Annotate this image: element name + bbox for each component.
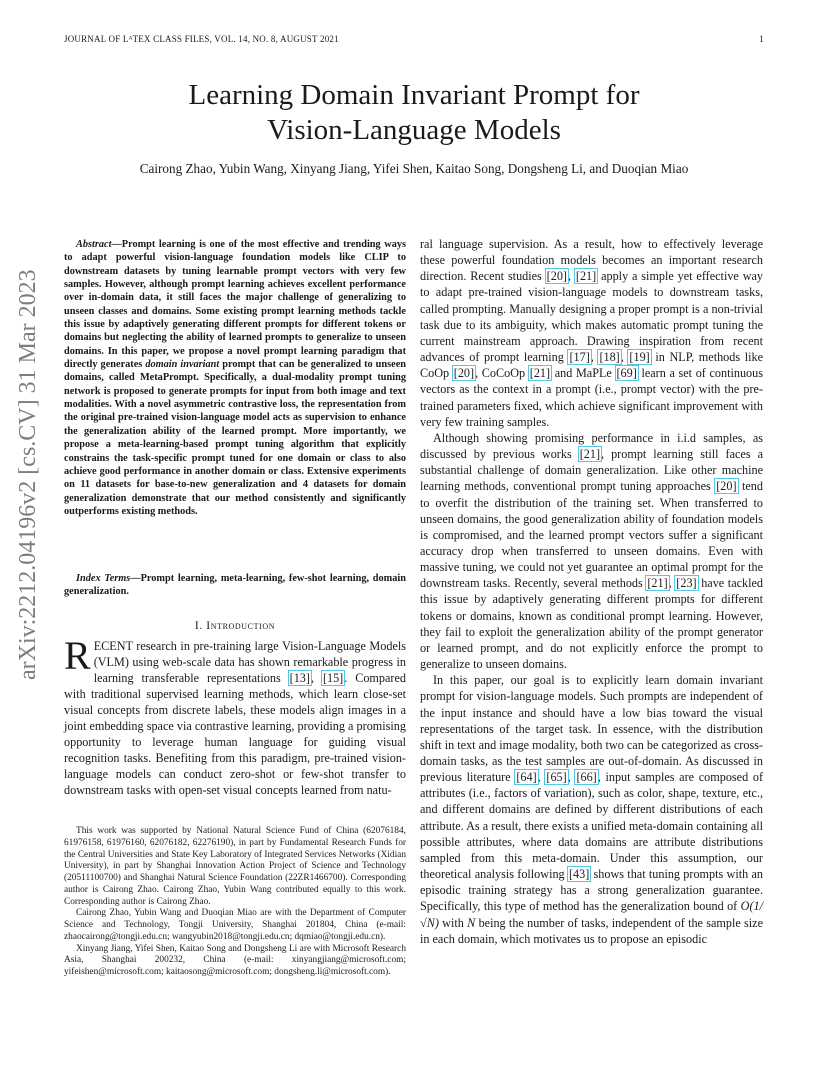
body-text: learn a set of continuous vectors as the context in a prompt (i.e., prompt vector) with the pre-trained parameters fixed, which achieve significant improvement with very few training samples. — [420, 366, 763, 429]
footnote-affiliation-microsoft: Xinyang Jiang, Yifei Shen, Kaitao Song and Dongsheng Li are with Microsoft Research Asia, Shanghai 200232, China (e-mail: xinyangjiang@microsoft.com; yifeishen@microsoft.com; kaitaosong@microsoft.com; dongsheng.li@microsoft.com). — [64, 943, 406, 977]
citation-link[interactable]: [19] — [629, 350, 650, 365]
citation-link[interactable]: [17] — [569, 350, 590, 365]
body-text: , prompt learning still faces a substantial challenge of domain generalization. Like other machine learning methods, conventional prompt tuning approaches — [420, 447, 763, 494]
running-header — [64, 34, 764, 44]
abstract — [64, 238, 406, 518]
abstract-label: Abstract — [76, 239, 112, 250]
citation-link[interactable]: [43] — [568, 867, 590, 882]
author-list: Cairong Zhao, Yubin Wang, Xinyang Jiang, Yifei Shen, Kaitao Song, Dongsheng Li, and Duoqian Miao — [139, 161, 689, 176]
math-text: ) — [434, 915, 439, 930]
citation-separator: , — [590, 350, 599, 365]
footnote-funding: This work was supported by National Natural Science Fund of China (62076184, 61976158, 61976160, 62076182, 62276190), in part by Fundamental Research Funds for the Central Universities and State Key Laboratory of Integrated Services Networks (Xidian University), in part by Shanghai Innovation Action Project of Science and Technology (20511100700) and Shanghai Natural Science Foundation (22ZR1466700). Corresponding author is Cairong Zhao. Cairong Zhao, Yubin Wang contributed equally to this work. Corresponding author is Cairong Zhao. — [64, 826, 406, 907]
body-text: Although showing promising performance in i.i.d samples, as discussed by previous works — [420, 430, 763, 462]
footnotes — [64, 826, 406, 979]
citation-link[interactable]: [64] — [516, 770, 537, 785]
citation-link[interactable]: [21] — [575, 269, 597, 284]
citation-link[interactable]: [15] — [322, 671, 344, 686]
paper-title — [60, 78, 768, 148]
introduction-paragraph — [64, 633, 406, 798]
citation-link[interactable]: [20] — [453, 366, 475, 381]
body-paragraph — [420, 236, 763, 430]
citation-separator: , — [567, 770, 576, 785]
drop-cap: R — [64, 633, 91, 678]
body-text: have tackled this issue by adaptively generating different prompts for different tokens or domains, known as conditional prompt learning. However, they fail to exploit the generalization ability of the prompt generator or learned prompt, and do not explicitly enforce the prompt to generalize to unseen domains. — [420, 576, 763, 672]
math-sqrt: √N — [420, 915, 435, 930]
citation-link[interactable]: [13] — [289, 671, 310, 686]
index-terms-text: —Prompt learning, meta-learning, few-shot learning, domain generalization. — [64, 573, 406, 598]
citation-link[interactable]: [66] — [576, 770, 597, 785]
citation-link[interactable]: [21] — [647, 576, 668, 591]
section-title: Introduction — [206, 620, 276, 632]
citation-link[interactable]: [20] — [716, 479, 737, 494]
abstract-text-2: prompt that can be generalized to unseen domains, called MetaPrompt. Specifically, a dual-modality prompt tuning network is proposed to generate prompts for input from both image and text modalities. With a novel asymmetric contrastive loss, the representation from the original pre-trained vision-language model acts as supervision to enhance the generalization ability of the learned prompt. More importantly, we propose a meta-learning-based prompt tuning algorithm that explicitly constrains the task-specific prompt tuned for one domain or class to also achieve good performance in another domain or class. Extensive experiments on 11 datasets for base-to-new generalization and 4 datasets for domain generalization demonstrate that our method consistently and significantly outperforms existing methods. — [64, 359, 407, 517]
citation-link[interactable]: [21] — [579, 447, 601, 462]
body-text: , input samples are composed of attributes (i.e., factors of variation), such as color, shape, texture, etc., and different domains are defined by different distributions of each attribute. As a result, there exists a unified meta-domain containing all possible attributes, where data domains are attribute distributions sampled from this meta-domain. Under this assumption, our theoretical analysis following — [420, 770, 763, 882]
citation-link[interactable]: [69] — [616, 366, 637, 381]
math-text: O(1/ — [740, 899, 763, 914]
citation-separator: , — [567, 269, 575, 284]
citation-separator: , — [620, 350, 629, 365]
section-heading — [64, 620, 406, 632]
citation-separator: , — [537, 770, 546, 785]
body-text: ral language supervision. As a result, how to effectively leverage these powerful foundation models becomes an important research direction. Recent studies — [420, 237, 763, 284]
title-line-2: Vision-Language Models — [267, 114, 561, 146]
body-text: shows that tuning prompts with an episodic training strategy has a strong generalization guarantee. Specifically, this type of method has the generalization bound of — [420, 867, 763, 914]
citation-link[interactable]: [20] — [546, 269, 567, 284]
index-terms — [64, 572, 406, 599]
body-paragraph — [420, 430, 763, 672]
math-variable: N — [467, 915, 476, 930]
body-text: and MaPLe — [551, 366, 616, 381]
body-text: with — [438, 915, 468, 930]
citation-link[interactable]: [21] — [529, 366, 551, 381]
body-text: being the number of tasks, independent of the sample size in each domain, which motivates us to propose an episodic — [420, 915, 764, 946]
title-line-1: Learning Domain Invariant Prompt for — [188, 79, 640, 111]
abstract-text-1: —Prompt learning is one of the most effective and trending ways to adapt powerful vision-language foundation models like CLIP to downstream datasets by tuning learnable prompt vectors with very few samples. However, although prompt learning achieves excellent performance over in-domain data, it still faces the major challenge of generalizing to unseen classes and domains. Some existing prompt learning methods tackle this issue by adaptively generating different prompts for different tokens or domains but neglecting the ability of learned prompts to generalize to unseen domains. In this paper, we propose a novel prompt learning paradigm that directly generates — [64, 239, 406, 371]
citation-separator: , — [310, 671, 322, 686]
body-text: , CoCoOp — [475, 366, 529, 381]
abstract-emphasis: domain invariant — [145, 359, 220, 371]
footnote-affiliation-tongji: Cairong Zhao, Yubin Wang and Duoqian Miao are with the Department of Computer Science and Technology, Tongji University, Shanghai 201804, China (e-mail: zhaocairong@tongji.edu.cn; wangyubin2018@tongji.edu.cn; dqmiao@tongji.edu.cn). — [64, 908, 406, 942]
body-text: In this paper, our goal is to explicitly learn domain invariant prompt for vision-language models. Such prompts are independent of the input instance and should have a low bias toward the visual representations of the target task. In essence, with the distribution shift in text and image modality, both two can be categorized as cross-domain tasks, as the test samples are out-of-domain. As discussed in previous literature — [420, 673, 763, 785]
right-column-text — [420, 236, 763, 947]
body-paragraph — [420, 672, 763, 947]
citation-link[interactable]: [18] — [599, 350, 620, 365]
body-text: apply a simple yet effective way to adapt pre-trained vision-language models to downstream tasks, called prompting. Manually designing a proper prompt is a non-trivial task due to its ambiguity, which makes automatic prompt tuning the current mainstream approach. Drawing inspiration from recent advances of prompt learning — [420, 269, 764, 365]
section-number: I. — [194, 620, 203, 632]
arxiv-identifier-stamp: arXiv:2212.04196v2 [cs.CV] 31 Mar 2023 — [15, 269, 41, 680]
citation-link[interactable]: [23] — [676, 576, 697, 591]
body-text: tend to overfit the distribution of the training set. When transferred to unseen domains, the good generalization ability of foundation models is compromised, and the learned prompt vectors suffer a significant accuracy drop when transferred to unseen domains. Even with massive tuning, we could not yet guarantee an optimal prompt for the downstream tasks. Recently, several methods — [420, 479, 763, 591]
intro-text-1: ECENT research in pre-training large Vision-Language Models (VLM) using web-scale data has shown remarkable progress in learning transferable representations — [93, 639, 406, 686]
citation-separator: , — [668, 576, 676, 591]
journal-running-head: JOURNAL OF LᴬTEX CLASS FILES, VOL. 14, NO. 8, AUGUST 2021 — [64, 34, 339, 44]
citation-link[interactable]: [65] — [546, 770, 567, 785]
body-text: in NLP, methods like CoOp — [420, 350, 764, 381]
page-number: 1 — [759, 34, 764, 44]
intro-text-2: . Compared with traditional supervised learning methods, which learn close-set visual concepts from discrete labels, these models align images in a joint embedding space via contrastive learning, providing a promising opportunity to leverage human language for guiding visual recognition tasks. Benefiting from this paradigm, pre-trained vision-language models can conduct zero-shot or few-shot transfer to downstream tasks with open-set visual concepts learned from natu- — [64, 671, 406, 798]
index-terms-label: Index Terms — [76, 573, 131, 584]
